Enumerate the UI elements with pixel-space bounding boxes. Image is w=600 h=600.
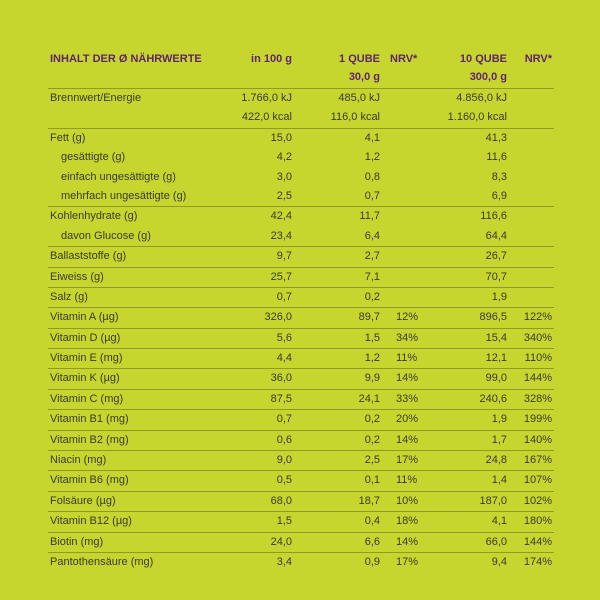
value-1-qube: 0,1 (364, 474, 380, 487)
row-label: Biotin (mg) (50, 535, 104, 548)
value-per-100g: 87,5 (270, 392, 292, 405)
value-per-100g: 2,5 (276, 189, 292, 202)
value-1-qube: 6,4 (364, 229, 380, 242)
table-row (48, 128, 554, 148)
value-1-qube: 7,1 (364, 270, 380, 283)
table-row (48, 430, 554, 450)
value-1-qube: 0,2 (364, 433, 380, 446)
row-label: mehrfach ungesättigte (g) (61, 189, 187, 202)
value-1-qube: 0,8 (364, 170, 380, 183)
table-row (48, 148, 554, 167)
value-10-qube: 70,7 (485, 270, 507, 283)
value-1-qube: 485,0 kJ (338, 92, 380, 104)
row-label: Vitamin B1 (mg) (50, 413, 129, 426)
value-1-qube: 6,6 (364, 535, 380, 548)
nrv-1-qube: 17% (396, 454, 419, 467)
nrv-1-qube: 11% (396, 474, 418, 487)
value-10-qube: 6,9 (491, 189, 507, 202)
value-10-qube: 1,9 (491, 290, 507, 303)
nrv-10-qube: 328% (523, 392, 552, 405)
row-label: davon Glucose (g) (61, 229, 151, 242)
nrv-10-qube: 107% (523, 474, 552, 487)
value-per-100g: 42,4 (270, 210, 292, 223)
value-per-100g: 15,0 (270, 131, 292, 144)
value-per-100g: 9,7 (276, 250, 292, 263)
value-per-100g: 326,0 (264, 311, 292, 324)
row-label: Vitamin K (µg) (50, 372, 120, 385)
value-1-qube: 2,7 (364, 250, 380, 263)
value-10-qube: 66,0 (485, 535, 507, 548)
value-per-100g: 4,2 (276, 151, 292, 164)
table-row (48, 206, 554, 226)
header-nrv-1: NRV* (390, 53, 418, 65)
table-row (48, 450, 554, 470)
value-10-qube: 9,4 (491, 555, 507, 568)
nrv-1-qube: 11% (396, 352, 418, 365)
value-10-qube: 4.856,0 kJ (456, 92, 507, 104)
value-10-qube: 1,7 (491, 433, 507, 446)
table-row (48, 108, 554, 127)
nrv-10-qube: 140% (523, 433, 552, 446)
value-1-qube: 0,4 (364, 515, 380, 528)
table-row (48, 532, 554, 552)
value-per-100g: 0,6 (276, 433, 292, 446)
value-per-100g: 4,4 (276, 352, 292, 365)
row-label: Vitamin A (µg) (50, 311, 119, 324)
value-10-qube: 1.160,0 kcal (447, 111, 507, 124)
nrv-1-qube: 17% (396, 555, 419, 568)
value-10-qube: 99,0 (485, 372, 507, 385)
table-row (48, 168, 554, 187)
table-row (48, 511, 554, 531)
value-per-100g: 36,0 (270, 372, 292, 385)
value-per-100g: 1.766,0 kJ (241, 92, 292, 104)
header-title: INHALT DER Ø NÄHRWERTE (50, 53, 202, 65)
value-10-qube: 41,3 (485, 131, 507, 144)
nrv-10-qube: 199% (523, 413, 552, 426)
nrv-10-qube: 180% (523, 515, 552, 528)
value-per-100g: 3,4 (276, 555, 292, 568)
value-1-qube: 11,7 (359, 210, 380, 223)
table-row (48, 246, 554, 266)
table-header (48, 48, 554, 88)
nrv-1-qube: 14% (396, 535, 419, 548)
table-row (48, 348, 554, 368)
nrv-1-qube: 33% (396, 392, 419, 405)
header-1-qube: 1 QUBE (339, 53, 380, 65)
value-1-qube: 0,2 (364, 413, 380, 426)
value-10-qube: 1,4 (491, 474, 507, 487)
value-10-qube: 896,5 (479, 311, 507, 324)
value-10-qube: 187,0 (479, 494, 507, 507)
table-row (48, 470, 554, 490)
nrv-10-qube: 340% (523, 331, 552, 344)
table-row (48, 328, 554, 348)
value-10-qube: 240,6 (479, 392, 507, 405)
row-label: Fett (g) (50, 131, 86, 144)
nrv-1-qube: 14% (396, 372, 419, 385)
value-per-100g: 23,4 (270, 229, 292, 242)
value-1-qube: 2,5 (364, 454, 380, 467)
value-1-qube: 0,2 (364, 290, 380, 303)
value-per-100g: 25,7 (270, 270, 292, 283)
value-10-qube: 8,3 (491, 170, 507, 183)
value-10-qube: 12,1 (485, 352, 507, 365)
header-10-qube: 10 QUBE (459, 53, 507, 65)
row-label: Vitamin D (µg) (50, 331, 121, 344)
nrv-10-qube: 110% (524, 352, 552, 365)
row-label: Vitamin B2 (mg) (50, 433, 129, 446)
value-1-qube: 1,5 (364, 331, 380, 344)
nutrition-table (48, 48, 554, 572)
row-label: gesättigte (g) (61, 151, 126, 164)
row-label: Vitamin C (mg) (50, 392, 124, 405)
value-1-qube: 89,7 (358, 311, 380, 324)
value-1-qube: 9,9 (364, 372, 380, 385)
value-10-qube: 1,9 (491, 413, 507, 426)
row-label: Vitamin B6 (mg) (50, 474, 129, 487)
value-1-qube: 1,2 (364, 352, 380, 365)
table-row (48, 409, 554, 429)
value-per-100g: 9,0 (276, 454, 292, 467)
nrv-1-qube: 20% (396, 413, 419, 426)
value-10-qube: 11,6 (486, 151, 507, 164)
table-row (48, 227, 554, 246)
table-row (48, 88, 554, 108)
value-1-qube: 116,0 kcal (330, 111, 380, 124)
row-label: Brennwert/Energie (50, 92, 142, 104)
value-per-100g: 0,7 (276, 290, 292, 303)
row-label: Salz (g) (50, 290, 88, 303)
nrv-10-qube: 167% (523, 454, 552, 467)
table-row (48, 368, 554, 388)
row-label: Ballaststoffe (g) (50, 250, 127, 263)
row-label: einfach ungesättigte (g) (61, 170, 176, 183)
header-per-100g: in 100 g (251, 53, 292, 65)
header-nrv-10: NRV* (524, 53, 552, 65)
value-10-qube: 116,6 (480, 210, 507, 223)
value-1-qube: 0,7 (364, 189, 380, 202)
row-label: Pantothensäure (mg) (50, 555, 154, 568)
value-1-qube: 1,2 (364, 151, 380, 164)
row-label: Vitamin B12 (µg) (50, 515, 132, 528)
nrv-1-qube: 14% (396, 433, 419, 446)
nrv-1-qube: 34% (396, 331, 419, 344)
nrv-1-qube: 12% (396, 311, 419, 324)
nrv-10-qube: 144% (523, 535, 552, 548)
header-1-qube-weight: 30,0 g (348, 71, 380, 83)
nrv-10-qube: 174% (523, 555, 552, 568)
value-per-100g: 24,0 (270, 535, 292, 548)
table-row (48, 552, 554, 572)
value-per-100g: 0,7 (276, 413, 292, 426)
table-row (48, 187, 554, 206)
row-label: Folsäure (µg) (50, 494, 116, 507)
value-10-qube: 26,7 (485, 250, 507, 263)
table-body (48, 88, 554, 572)
value-per-100g: 68,0 (270, 494, 292, 507)
value-per-100g: 422,0 kcal (241, 111, 292, 124)
row-label: Vitamin E (mg) (50, 352, 123, 365)
value-per-100g: 3,0 (276, 170, 292, 183)
nrv-1-qube: 10% (396, 494, 419, 507)
nrv-10-qube: 144% (523, 372, 552, 385)
table-row (48, 287, 554, 307)
value-per-100g: 5,6 (276, 331, 292, 344)
row-label: Eiweiss (g) (50, 270, 104, 283)
value-per-100g: 0,5 (276, 474, 292, 487)
value-1-qube: 0,9 (364, 555, 380, 568)
table-row (48, 491, 554, 511)
nrv-1-qube: 18% (396, 515, 419, 528)
value-10-qube: 24,8 (485, 454, 507, 467)
value-per-100g: 1,5 (276, 515, 292, 528)
table-row (48, 267, 554, 287)
row-label: Kohlenhydrate (g) (50, 210, 138, 223)
table-row (48, 307, 554, 327)
nrv-10-qube: 102% (523, 494, 552, 507)
header-10-qube-weight: 300,0 g (469, 71, 507, 83)
value-10-qube: 4,1 (491, 515, 507, 528)
value-1-qube: 4,1 (364, 131, 380, 144)
value-10-qube: 64,4 (485, 229, 507, 242)
row-label: Niacin (mg) (50, 454, 107, 467)
value-1-qube: 24,1 (358, 392, 380, 405)
nrv-10-qube: 122% (523, 311, 552, 324)
table-row (48, 389, 554, 409)
value-10-qube: 15,4 (485, 331, 507, 344)
value-1-qube: 18,7 (358, 494, 380, 507)
